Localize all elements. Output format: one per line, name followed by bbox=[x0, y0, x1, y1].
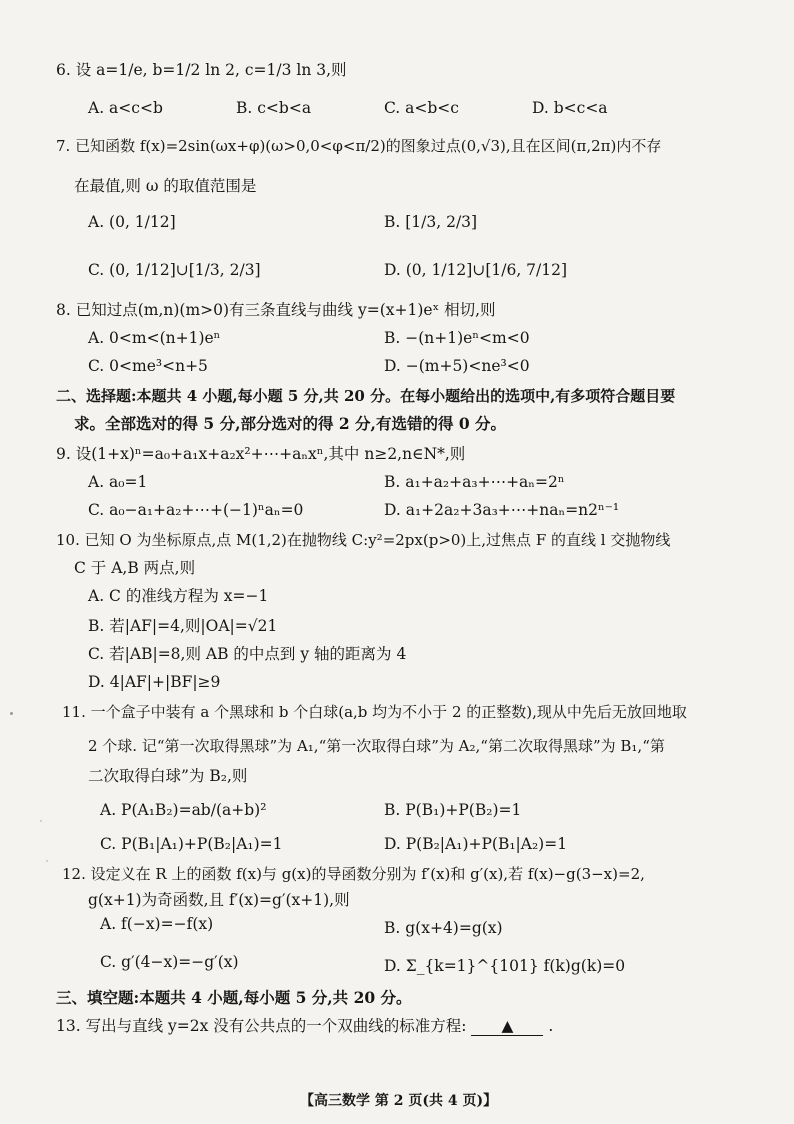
q10-option-d: D. 4|AF|+|BF|≥9 bbox=[88, 673, 221, 691]
q12-option-c: C. g′(4−x)=−g′(x) bbox=[100, 953, 239, 971]
q11-option-a: A. P(A₁B₂)=ab/(a+b)² bbox=[100, 801, 267, 819]
scan-speck bbox=[46, 860, 48, 862]
q10-stem-line1: 10. 已知 O 为坐标原点,点 M(1,2)在抛物线 C:y²=2px(p>0)上,过焦点 F 的直线 l 交抛物线 bbox=[56, 531, 671, 549]
q11-stem-line1: 11. 一个盒子中装有 a 个黑球和 b 个白球(a,b 均为不小于 2 的正整数),现从中先后无放回地取 bbox=[62, 703, 687, 721]
q9-option-a: A. a₀=1 bbox=[88, 473, 148, 491]
q11-option-c: C. P(B₁|A₁)+P(B₂|A₁)=1 bbox=[100, 835, 283, 853]
q13-stem-text: 13. 写出与直线 y=2x 没有公共点的一个双曲线的标准方程: bbox=[56, 1017, 467, 1035]
scan-speck bbox=[10, 712, 13, 715]
q8-stem: 8. 已知过点(m,n)(m>0)有三条直线与曲线 y=(x+1)eˣ 相切,则 bbox=[56, 301, 496, 319]
q13-answer-blank: ▲ bbox=[471, 1017, 543, 1036]
section3-heading: 三、填空题:本题共 4 小题,每小题 5 分,共 20 分。 bbox=[56, 988, 412, 1007]
q8-option-a: A. 0<m<(n+1)eⁿ bbox=[88, 329, 221, 347]
q11-stem-line3: 二次取得白球”为 B₂,则 bbox=[88, 767, 248, 785]
q9-option-b: B. a₁+a₂+a₃+⋯+aₙ=2ⁿ bbox=[384, 473, 565, 491]
q6-stem: 6. 设 a=1/e, b=1/2 ln 2, c=1/3 ln 3,则 bbox=[56, 61, 347, 79]
q10-option-b: B. 若|AF|=4,则|OA|=√21 bbox=[88, 617, 278, 635]
q11-option-d: D. P(B₂|A₁)+P(B₁|A₂)=1 bbox=[384, 835, 568, 853]
q7-option-c: C. (0, 1/12]∪[1/3, 2/3] bbox=[88, 261, 261, 279]
q11-option-b: B. P(B₁)+P(B₂)=1 bbox=[384, 801, 522, 819]
section2-heading-line2: 求。全部选对的得 5 分,部分选对的得 2 分,有选错的得 0 分。 bbox=[74, 414, 507, 433]
q8-option-c: C. 0<me³<n+5 bbox=[88, 357, 208, 375]
q10-stem-line2: C 于 A,B 两点,则 bbox=[74, 559, 196, 577]
scan-speck bbox=[40, 820, 42, 822]
section2-heading-line1: 二、选择题:本题共 4 小题,每小题 5 分,共 20 分。在每小题给出的选项中,有多项符合题目要 bbox=[56, 387, 676, 405]
q7-option-d: D. (0, 1/12]∪[1/6, 7/12] bbox=[384, 261, 568, 279]
q7-stem-line2: 在最值,则 ω 的取值范围是 bbox=[74, 177, 257, 195]
q9-option-d: D. a₁+2a₂+3a₃+⋯+naₙ=n2ⁿ⁻¹ bbox=[384, 501, 620, 519]
q7-option-b: B. [1/3, 2/3] bbox=[384, 213, 478, 231]
q9-option-c: C. a₀−a₁+a₂+⋯+(−1)ⁿaₙ=0 bbox=[88, 501, 304, 519]
q7-stem-line1: 7. 已知函数 f(x)=2sin(ωx+φ)(ω>0,0<φ<π/2)的图象过点(0,√3),且在区间(π,2π)内不存 bbox=[56, 137, 662, 155]
q12-stem-line2: g(x+1)为奇函数,且 f′(x)=g′(x+1),则 bbox=[88, 891, 350, 909]
q12-stem-line1: 12. 设定义在 R 上的函数 f(x)与 g(x)的导函数分别为 f′(x)和 g′(x),若 f(x)−g(3−x)=2, bbox=[62, 865, 645, 883]
q6-option-b: B. c<b<a bbox=[236, 99, 312, 117]
q12-option-b: B. g(x+4)=g(x) bbox=[384, 919, 503, 937]
q13-end: . bbox=[548, 1017, 554, 1035]
q10-option-a: A. C 的准线方程为 x=−1 bbox=[88, 587, 269, 605]
q9-stem: 9. 设(1+x)ⁿ=a₀+a₁x+a₂x²+⋯+aₙxⁿ,其中 n≥2,n∈N*,则 bbox=[56, 445, 466, 463]
q6-option-d: D. b<c<a bbox=[532, 99, 608, 117]
q8-option-b: B. −(n+1)eⁿ<m<0 bbox=[384, 329, 530, 347]
q7-option-a: A. (0, 1/12] bbox=[88, 213, 176, 231]
q8-option-d: D. −(m+5)<ne³<0 bbox=[384, 357, 530, 375]
q11-stem-line2: 2 个球. 记“第一次取得黑球”为 A₁,“第一次取得白球”为 A₂,“第二次取得黑球”为 B₁,“第 bbox=[88, 737, 665, 755]
q12-option-a: A. f(−x)=−f(x) bbox=[100, 915, 214, 933]
page-footer: 【高三数学 第 2 页(共 4 页)】 bbox=[300, 1093, 498, 1109]
q12-option-d: D. Σ_{k=1}^{101} f(k)g(k)=0 bbox=[384, 957, 626, 975]
q10-option-c: C. 若|AB|=8,则 AB 的中点到 y 轴的距离为 4 bbox=[88, 645, 407, 663]
q6-option-a: A. a<c<b bbox=[88, 99, 163, 117]
q6-option-c: C. a<b<c bbox=[384, 99, 459, 117]
q13-stem bbox=[56, 1016, 553, 1036]
